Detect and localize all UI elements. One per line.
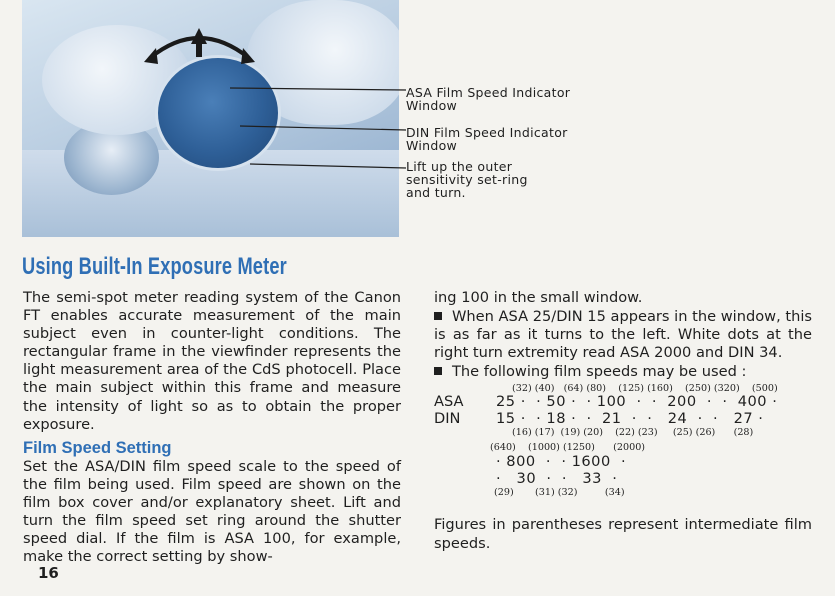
rotate-arrow-icon [142, 18, 257, 78]
bullet-text: When ASA 25/DIN 15 appears in the window, this is as far as it turns to the left. White dots at the right turn extremity read ASA 2000 and DIN 34. [434, 308, 812, 362]
din-label: DIN [434, 410, 461, 428]
footnote-paragraph: Figures in parentheses represent intermediate film speeds. [434, 516, 812, 552]
callout-line: DIN Film Speed Indicator [406, 125, 568, 140]
asa-intermediate-row: (32) (40) (64) (80) (125) (160) (250) (320) (500) [512, 383, 778, 395]
asa-speeds-row: · 800 · · 1600 · [496, 453, 627, 471]
asa-speeds-row: 25 · · 50 · · 100 · · 200 · · 400 · [496, 393, 778, 411]
callout-line: Window [406, 98, 458, 113]
right-column [434, 289, 812, 553]
callout-line: Window [406, 138, 458, 153]
callout-line: sensitivity set-ring [406, 172, 528, 187]
bullet-paragraph [434, 308, 812, 362]
din-intermediate-row: (16) (17) (19) (20) (22) (23) (25) (26) (28) [512, 427, 754, 439]
film-speed-table [434, 381, 812, 521]
left-column [23, 289, 401, 566]
asa-label: ASA [434, 393, 464, 411]
din-window-callout [406, 126, 568, 152]
bullet-icon [434, 312, 442, 320]
film-speed-subheading: Film Speed Setting [23, 438, 172, 457]
asa-intermediate-row: (640) (1000) (1250) (2000) [490, 442, 646, 454]
din-speeds-row: · 30 · · 33 · [496, 470, 618, 488]
asa-window-callout [406, 86, 570, 112]
callout-line: Lift up the outer [406, 159, 513, 174]
section-heading: Using Built-In Exposure Meter [22, 253, 287, 280]
bullet-icon [434, 367, 442, 375]
din-speeds-row: 15 · · 18 · · 21 · · 24 · · 27 · [496, 410, 764, 428]
intro-paragraph: The semi-spot meter reading system of the Canon FT enables accurate measurement of the main subject even in counter-light conditions. The rectangular frame in the viewfinder represents the light measurement area of the CdS photocell. Place the main subject within this frame and measure the intensity of light so as to obtain the proper exposure. [23, 289, 401, 433]
din-intermediate-row: (29) (31) (32) (34) [494, 487, 625, 499]
bullet-paragraph [434, 363, 812, 381]
bullet-text: The following film speeds may be used : [452, 363, 747, 381]
film-speed-paragraph: Set the ASA/DIN film speed scale to the speed of the film being used. Film speed are shown on the film box cover and/or explanatory sheet. Lift and turn the film speed set ring around the shutter speed dial. If the film is ASA 100, for example, make the correct setting by show- [23, 457, 401, 566]
continued-paragraph: ing 100 in the small window. [434, 289, 643, 306]
page-number: 16 [38, 564, 59, 582]
set-ring-callout [406, 160, 528, 199]
callout-line: ASA Film Speed Indicator [406, 85, 571, 100]
callout-leader-lines [230, 86, 410, 176]
callout-line: and turn. [406, 185, 466, 200]
